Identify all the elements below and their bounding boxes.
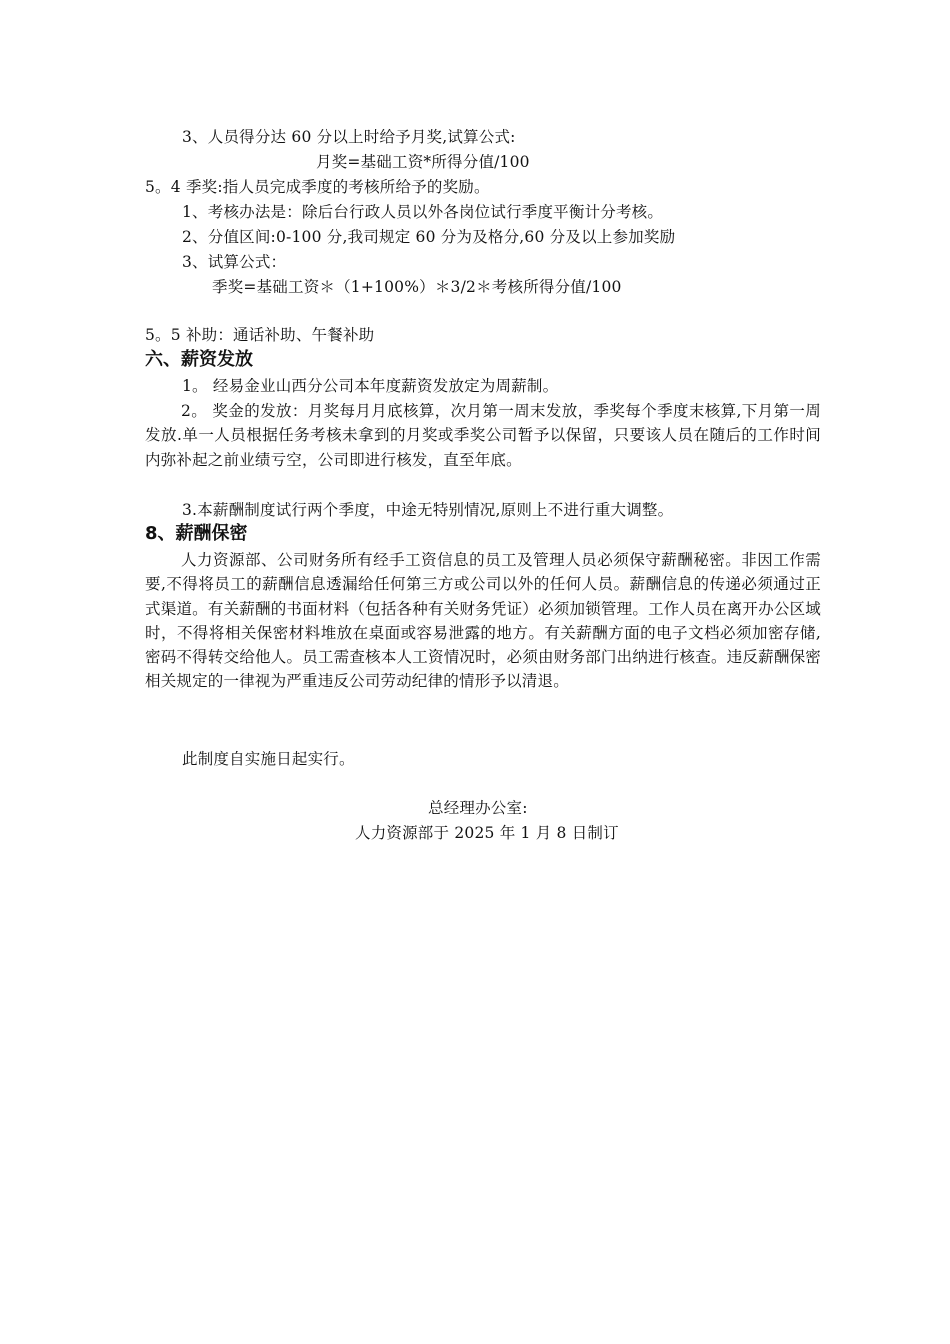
payroll-item-1: 1。 经易金业山西分公司本年度薪资发放定为周薪制。 <box>182 377 559 395</box>
quarterly-bonus-item-1: 1、考核办法是：除后台行政人员以外各岗位试行季度平衡计分考核。 <box>182 203 664 221</box>
quarterly-bonus-title: 5。4 季奖:指人员完成季度的考核所给予的奖励。 <box>145 178 490 196</box>
quarterly-bonus-item-3: 3、试算公式： <box>182 253 287 271</box>
section-8-heading: 8、薪酬保密 <box>145 523 248 544</box>
office-signature: 总经理办公室: <box>428 799 528 817</box>
monthly-bonus-item-3: 3、人员得分达 60 分以上时给予月奖,试算公式: <box>182 128 516 146</box>
monthly-bonus-formula: 月奖=基础工资*所得分值/100 <box>316 153 530 171</box>
confidentiality-paragraph: 人力资源部、公司财务所有经手工资信息的员工及管理人员必须保守薪酬秘密。非因工作需要,不得将员工的薪酬信息透漏给任何第三方或公司以外的任何人员。薪酬信息的传递必须通过正式渠道。有关薪酬的书面材料（包括各种有关财务凭证）必须加锁管理。工作人员在离开办公区域时，不得将相关保密材料堆放在桌面或容易泄露的地方。有关薪酬方面的电子文档必须加密存储,密码不得转交给他人。员工需查核本人工资情况时，必须由财务部门出纳进行核查。违反薪酬保密相关规定的一律视为严重违反公司劳动纪律的情形予以清退。 <box>145 551 821 691</box>
issue-date-line: 人力资源部于 2025 年 1 月 8 日制订 <box>355 824 619 842</box>
payroll-item-2: 2。 奖金的发放：月奖每月月底核算，次月第一周末发放，季奖每个季度末核算,下月第一周发放.单一人员根据任务考核未拿到的月奖或季奖公司暂予以保留，只要该人员在随后的工作时间内弥补起之前业绩亏空，公司即进行核发，直至年底。 <box>145 402 821 469</box>
subsidy-line: 5。5 补助：通话补助、午餐补助 <box>145 326 375 344</box>
effective-statement: 此制度自实施日起实行。 <box>182 750 355 768</box>
payroll-item-3: 3.本薪酬制度试行两个季度，中途无特别情况,原则上不进行重大调整。 <box>182 501 674 519</box>
quarterly-bonus-item-2: 2、分值区间:0-100 分,我司规定 60 分为及格分,60 分及以上参加奖励 <box>182 228 676 246</box>
quarterly-bonus-formula: 季奖=基础工资＊（1+100%）＊3/2＊考核所得分值/100 <box>212 278 622 296</box>
section-6-heading: 六、薪资发放 <box>145 349 253 370</box>
